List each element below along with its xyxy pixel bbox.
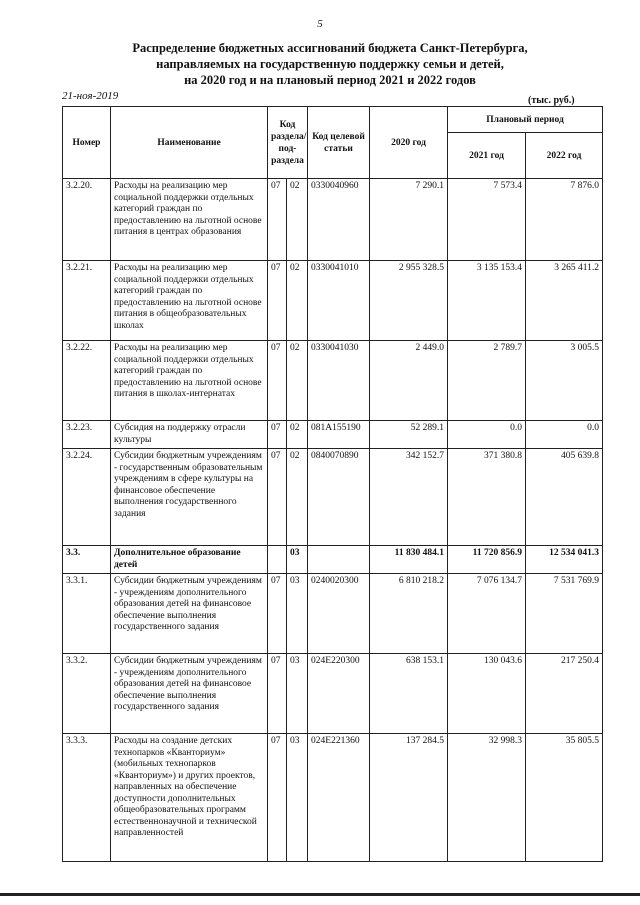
- row-value-2021: 2 789.7: [448, 341, 526, 421]
- document-date: 21-ноя-2019: [62, 90, 119, 102]
- row-number: 3.3.1.: [63, 574, 111, 654]
- row-subsection: 02: [287, 261, 308, 341]
- row-target-code: 024E221360: [308, 734, 370, 862]
- row-target-code: 024E220300: [308, 654, 370, 734]
- table-row: [63, 179, 603, 261]
- row-value-2020: 342 152.7: [370, 449, 448, 546]
- row-number: 3.2.24.: [63, 449, 111, 546]
- table-row: [63, 341, 603, 421]
- row-value-2022: 7 531 769.9: [526, 574, 603, 654]
- row-value-2021: 32 998.3: [448, 734, 526, 862]
- header-name: Наименование: [111, 107, 268, 179]
- row-subsection: 02: [287, 449, 308, 546]
- row-section: 07: [268, 341, 287, 421]
- row-target-code: 0330041010: [308, 261, 370, 341]
- row-name: Субсидии бюджетным учреждениям - государственным образовательным учреждениям в сфере культуры на финансовое обеспечение выполнения государственного задания: [111, 449, 268, 546]
- row-subsection: 03: [287, 574, 308, 654]
- document-title: [60, 40, 600, 88]
- row-value-2022: 3 265 411.2: [526, 261, 603, 341]
- row-value-2022: 217 250.4: [526, 654, 603, 734]
- table-row: [63, 421, 603, 449]
- header-number: Номер: [63, 107, 111, 179]
- row-target-code: 0330041030: [308, 341, 370, 421]
- row-target-code: 0330040960: [308, 179, 370, 261]
- header-2021: 2021 год: [448, 133, 526, 179]
- row-section: [268, 546, 287, 574]
- row-section: 07: [268, 261, 287, 341]
- row-number: 3.3.: [63, 546, 111, 574]
- row-target-code: 081A155190: [308, 421, 370, 449]
- row-value-2020: 52 289.1: [370, 421, 448, 449]
- row-value-2021: 0.0: [448, 421, 526, 449]
- row-name: Расходы на реализацию мер социальной поддержки отдельных категорий граждан по предоставлению на льготной основе питания в школах-интернатах: [111, 341, 268, 421]
- row-number: 3.3.2.: [63, 654, 111, 734]
- row-name: Расходы на реализацию мер социальной поддержки отдельных категорий граждан по предоставлению на льготной основе питания в центрах образования: [111, 179, 268, 261]
- row-number: 3.2.23.: [63, 421, 111, 449]
- row-section: 07: [268, 179, 287, 261]
- row-subsection: 03: [287, 546, 308, 574]
- row-number: 3.3.3.: [63, 734, 111, 862]
- row-target-code: [308, 546, 370, 574]
- row-section: 07: [268, 654, 287, 734]
- row-value-2020: 11 830 484.1: [370, 546, 448, 574]
- row-value-2021: 371 380.8: [448, 449, 526, 546]
- row-value-2022: 3 005.5: [526, 341, 603, 421]
- row-name: Расходы на создание детских технопарков «Кванториум» (мобильных технопарков «Кванториум») и других проектов, направленных на обеспечение доступности дополнительных общеобразовательных программ естественнонаучной и технической направленностей: [111, 734, 268, 862]
- header-planned-period: Плановый период: [448, 107, 603, 133]
- row-value-2021: 7 573.4: [448, 179, 526, 261]
- row-value-2020: 638 153.1: [370, 654, 448, 734]
- row-section: 07: [268, 421, 287, 449]
- row-number: 3.2.21.: [63, 261, 111, 341]
- row-target-code: 0240020300: [308, 574, 370, 654]
- row-value-2020: 2 449.0: [370, 341, 448, 421]
- row-value-2021: 11 720 856.9: [448, 546, 526, 574]
- row-subsection: 02: [287, 421, 308, 449]
- row-subsection: 02: [287, 341, 308, 421]
- title-line-2: направляемых на государственную поддержку семьи и детей,: [156, 57, 504, 71]
- row-number: 3.2.22.: [63, 341, 111, 421]
- row-subsection: 02: [287, 179, 308, 261]
- row-subsection: 03: [287, 734, 308, 862]
- row-number: 3.2.20.: [63, 179, 111, 261]
- row-value-2022: 405 639.8: [526, 449, 603, 546]
- row-value-2022: 12 534 041.3: [526, 546, 603, 574]
- row-section: 07: [268, 449, 287, 546]
- row-value-2020: 7 290.1: [370, 179, 448, 261]
- header-2020: 2020 год: [370, 107, 448, 179]
- row-name: Субсидия на поддержку отрасли культуры: [111, 421, 268, 449]
- row-value-2021: 7 076 134.7: [448, 574, 526, 654]
- row-value-2022: 7 876.0: [526, 179, 603, 261]
- budget-table: [62, 106, 603, 862]
- row-subsection: 03: [287, 654, 308, 734]
- row-value-2020: 137 284.5: [370, 734, 448, 862]
- row-name: Расходы на реализацию мер социальной поддержки отдельных категорий граждан по предоставлению на льготной основе питания в общеобразовательных школах: [111, 261, 268, 341]
- title-line-3: на 2020 год и на плановый период 2021 и 2022 годов: [184, 73, 476, 87]
- row-name: Субсидии бюджетным учреждениям - учреждениям дополнительного образования детей на финансовое обеспечение выполнения государственного задания: [111, 574, 268, 654]
- header-target-code: Код целевой статьи: [308, 107, 370, 179]
- units-label: (тыс. руб.): [528, 95, 575, 106]
- row-value-2022: 0.0: [526, 421, 603, 449]
- table-row: [63, 654, 603, 734]
- table-row: [63, 449, 603, 546]
- row-value-2021: 3 135 153.4: [448, 261, 526, 341]
- row-value-2020: 6 810 218.2: [370, 574, 448, 654]
- row-section: 07: [268, 574, 287, 654]
- bottom-rule: [0, 893, 640, 896]
- row-name: Субсидии бюджетным учреждениям - учреждениям дополнительного образования детей на финансовое обеспечение выполнения государственного задания: [111, 654, 268, 734]
- row-section: 07: [268, 734, 287, 862]
- table-row: [63, 546, 603, 574]
- row-name: Дополнительное образование детей: [111, 546, 268, 574]
- row-value-2022: 35 805.5: [526, 734, 603, 862]
- row-value-2020: 2 955 328.5: [370, 261, 448, 341]
- row-target-code: 0840070890: [308, 449, 370, 546]
- header-2022: 2022 год: [526, 133, 603, 179]
- page-number: 5: [317, 18, 323, 30]
- table-row: [63, 261, 603, 341]
- table-row: [63, 734, 603, 862]
- row-value-2021: 130 043.6: [448, 654, 526, 734]
- header-section-code: Код раздела/ под-раздела: [268, 107, 308, 179]
- table-row: [63, 574, 603, 654]
- title-line-1: Распределение бюджетных ассигнований бюджета Санкт-Петербурга,: [132, 41, 528, 55]
